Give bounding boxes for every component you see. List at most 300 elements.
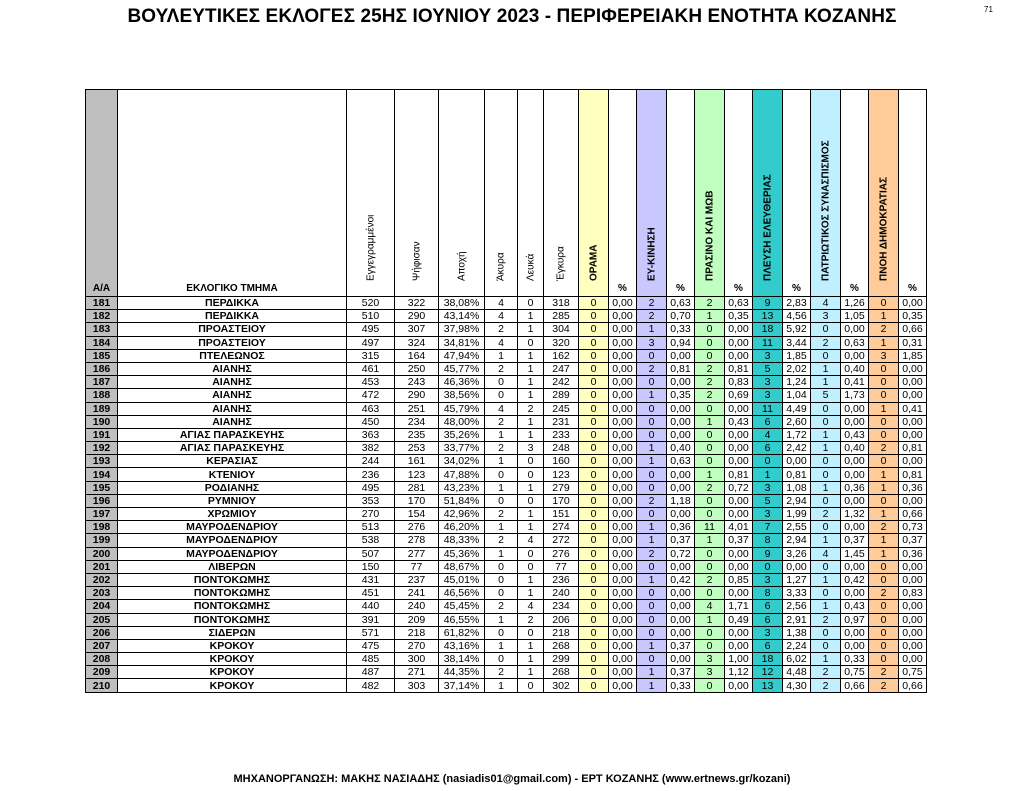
cell-orama-votes: 0 (579, 310, 609, 323)
cell-plefsi-votes: 6 (753, 600, 783, 613)
cell-orama-pct: 0,00 (609, 613, 637, 626)
cell-pnoi-votes: 3 (869, 349, 899, 362)
cell-prasino-pct: 0,00 (725, 639, 753, 652)
cell-ev-kinisi-votes: 0 (637, 349, 667, 362)
cell-lefka: 0 (518, 455, 544, 468)
cell-ev-kinisi-pct: 0,00 (667, 653, 695, 666)
cell-tmima: ΑΙΑΝΗΣ (118, 376, 347, 389)
header-aa: Α/Α (86, 90, 118, 297)
cell-plefsi-pct: 5,92 (783, 323, 811, 336)
header-apoxi-label: Αποχή (456, 251, 467, 281)
cell-orama-votes: 0 (579, 468, 609, 481)
cell-prasino-pct: 0,00 (725, 323, 753, 336)
cell-orama-pct: 0,00 (609, 508, 637, 521)
cell-prasino-votes: 0 (695, 442, 725, 455)
cell-plefsi-votes: 5 (753, 494, 783, 507)
cell-apoxi: 48,00% (439, 415, 485, 428)
cell-pnoi-pct: 0,81 (899, 468, 927, 481)
cell-tmima: ΚΡΟΚΟΥ (118, 639, 347, 652)
cell-pnoi-pct: 1,85 (899, 349, 927, 362)
header-lefka (518, 90, 544, 297)
table-row (86, 323, 927, 336)
cell-ev-kinisi-votes: 0 (637, 376, 667, 389)
cell-akyra: 4 (485, 297, 518, 310)
cell-aa: 210 (86, 679, 118, 692)
cell-ev-kinisi-votes: 3 (637, 336, 667, 349)
cell-pnoi-pct: 0,41 (899, 402, 927, 415)
header-egkyra (544, 90, 579, 297)
cell-orama-pct: 0,00 (609, 389, 637, 402)
cell-plefsi-votes: 0 (753, 560, 783, 573)
cell-ev-kinisi-votes: 2 (637, 547, 667, 560)
cell-prasino-pct: 0,00 (725, 428, 753, 441)
cell-prasino-pct: 0,00 (725, 679, 753, 692)
cell-plefsi-votes: 13 (753, 679, 783, 692)
cell-eggegrammenoi: 453 (347, 376, 395, 389)
table-row (86, 666, 927, 679)
cell-plefsi-pct: 0,00 (783, 455, 811, 468)
cell-ev-kinisi-votes: 1 (637, 679, 667, 692)
cell-patriotikos-votes: 0 (811, 455, 841, 468)
cell-ev-kinisi-pct: 0,00 (667, 600, 695, 613)
cell-prasino-votes: 0 (695, 494, 725, 507)
cell-prasino-pct: 0,00 (725, 336, 753, 349)
cell-akyra: 1 (485, 679, 518, 692)
cell-aa: 197 (86, 508, 118, 521)
cell-ev-kinisi-pct: 0,00 (667, 349, 695, 362)
cell-plefsi-votes: 3 (753, 389, 783, 402)
table-row (86, 626, 927, 639)
cell-apoxi: 43,16% (439, 639, 485, 652)
cell-eggegrammenoi: 510 (347, 310, 395, 323)
cell-pnoi-pct: 0,36 (899, 547, 927, 560)
cell-akyra: 4 (485, 402, 518, 415)
cell-tmima: ΠΟΝΤΟΚΩΜΗΣ (118, 600, 347, 613)
cell-patriotikos-votes: 2 (811, 508, 841, 521)
cell-egkyra: 302 (544, 679, 579, 692)
cell-plefsi-pct: 1,99 (783, 508, 811, 521)
cell-psifisan: 278 (395, 534, 439, 547)
cell-pnoi-pct: 0,00 (899, 389, 927, 402)
cell-plefsi-votes: 3 (753, 573, 783, 586)
cell-pnoi-votes: 0 (869, 415, 899, 428)
cell-aa: 204 (86, 600, 118, 613)
cell-psifisan: 277 (395, 547, 439, 560)
cell-plefsi-pct: 2,94 (783, 534, 811, 547)
table-row (86, 349, 927, 362)
cell-aa: 200 (86, 547, 118, 560)
cell-prasino-votes: 0 (695, 428, 725, 441)
cell-ev-kinisi-votes: 1 (637, 442, 667, 455)
table-row (86, 508, 927, 521)
cell-patriotikos-votes: 1 (811, 653, 841, 666)
cell-aa: 193 (86, 455, 118, 468)
cell-pnoi-votes: 1 (869, 534, 899, 547)
header-egkyra-label: Έγκυρα (555, 246, 567, 281)
cell-ev-kinisi-votes: 1 (637, 455, 667, 468)
cell-ev-kinisi-pct: 0,00 (667, 415, 695, 428)
header-party-orama (579, 90, 609, 297)
cell-orama-votes: 0 (579, 455, 609, 468)
cell-plefsi-pct: 1,24 (783, 376, 811, 389)
cell-patriotikos-votes: 1 (811, 573, 841, 586)
footer-credits: ΜΗΧΑΝΟΡΓΑΝΩΣΗ: ΜΑΚΗΣ ΝΑΣΙΑΔΗΣ (nasiadis01@gmail.com) - ΕΡΤ ΚΟΖΑΝΗΣ (www.ertnews.gr/kozani) (233, 773, 791, 785)
cell-patriotikos-votes: 4 (811, 297, 841, 310)
cell-lefka: 1 (518, 653, 544, 666)
cell-egkyra: 274 (544, 521, 579, 534)
cell-plefsi-votes: 9 (753, 547, 783, 560)
cell-ev-kinisi-pct: 0,63 (667, 297, 695, 310)
cell-prasino-pct: 0,49 (725, 613, 753, 626)
cell-pnoi-pct: 0,66 (899, 323, 927, 336)
cell-akyra: 2 (485, 323, 518, 336)
header-party-pnoi (869, 90, 899, 297)
cell-psifisan: 237 (395, 573, 439, 586)
header-party-prasino (695, 90, 725, 297)
cell-plefsi-pct: 0,00 (783, 560, 811, 573)
cell-tmima: ΑΙΑΝΗΣ (118, 402, 347, 415)
cell-pnoi-votes: 0 (869, 362, 899, 375)
cell-orama-votes: 0 (579, 323, 609, 336)
cell-psifisan: 290 (395, 389, 439, 402)
cell-pnoi-votes: 0 (869, 428, 899, 441)
cell-prasino-pct: 0,00 (725, 547, 753, 560)
cell-eggegrammenoi: 353 (347, 494, 395, 507)
cell-orama-votes: 0 (579, 494, 609, 507)
cell-egkyra: 236 (544, 573, 579, 586)
cell-ev-kinisi-pct: 0,94 (667, 336, 695, 349)
cell-tmima: ΠΟΝΤΟΚΩΜΗΣ (118, 573, 347, 586)
cell-prasino-votes: 1 (695, 468, 725, 481)
cell-orama-votes: 0 (579, 428, 609, 441)
cell-aa: 209 (86, 666, 118, 679)
cell-patriotikos-votes: 0 (811, 323, 841, 336)
cell-eggegrammenoi: 485 (347, 653, 395, 666)
cell-ev-kinisi-votes: 1 (637, 323, 667, 336)
cell-prasino-votes: 0 (695, 349, 725, 362)
cell-plefsi-pct: 2,02 (783, 362, 811, 375)
cell-plefsi-votes: 8 (753, 587, 783, 600)
cell-pnoi-votes: 2 (869, 666, 899, 679)
cell-tmima: ΠΟΝΤΟΚΩΜΗΣ (118, 613, 347, 626)
cell-ev-kinisi-votes: 0 (637, 468, 667, 481)
cell-prasino-votes: 11 (695, 521, 725, 534)
cell-orama-votes: 0 (579, 389, 609, 402)
cell-apoxi: 45,01% (439, 573, 485, 586)
cell-eggegrammenoi: 382 (347, 442, 395, 455)
cell-egkyra: 247 (544, 362, 579, 375)
cell-ev-kinisi-votes: 2 (637, 310, 667, 323)
cell-orama-votes: 0 (579, 521, 609, 534)
cell-plefsi-pct: 3,33 (783, 587, 811, 600)
cell-orama-votes: 0 (579, 639, 609, 652)
cell-lefka: 1 (518, 573, 544, 586)
cell-lefka: 1 (518, 639, 544, 652)
cell-akyra: 0 (485, 587, 518, 600)
cell-psifisan: 324 (395, 336, 439, 349)
cell-apoxi: 43,14% (439, 310, 485, 323)
cell-patriotikos-votes: 1 (811, 442, 841, 455)
cell-patriotikos-votes: 4 (811, 547, 841, 560)
header-pct-plefsi: % (783, 90, 811, 297)
table-row (86, 310, 927, 323)
cell-orama-pct: 0,00 (609, 573, 637, 586)
cell-pnoi-votes: 0 (869, 626, 899, 639)
cell-ev-kinisi-votes: 0 (637, 600, 667, 613)
cell-orama-votes: 0 (579, 547, 609, 560)
table-row (86, 679, 927, 692)
cell-lefka: 2 (518, 613, 544, 626)
cell-lefka: 1 (518, 415, 544, 428)
cell-prasino-votes: 2 (695, 481, 725, 494)
cell-lefka: 2 (518, 402, 544, 415)
cell-patriotikos-pct: 0,00 (841, 626, 869, 639)
cell-orama-pct: 0,00 (609, 310, 637, 323)
cell-psifisan: 77 (395, 560, 439, 573)
cell-pnoi-pct: 0,00 (899, 639, 927, 652)
cell-psifisan: 234 (395, 415, 439, 428)
cell-plefsi-votes: 6 (753, 613, 783, 626)
cell-akyra: 1 (485, 428, 518, 441)
cell-patriotikos-votes: 2 (811, 336, 841, 349)
cell-plefsi-pct: 4,56 (783, 310, 811, 323)
cell-plefsi-votes: 6 (753, 442, 783, 455)
cell-pnoi-pct: 0,00 (899, 573, 927, 586)
cell-akyra: 1 (485, 455, 518, 468)
cell-plefsi-pct: 4,48 (783, 666, 811, 679)
cell-patriotikos-pct: 0,00 (841, 415, 869, 428)
table-row (86, 534, 927, 547)
cell-pnoi-votes: 2 (869, 521, 899, 534)
cell-ev-kinisi-votes: 0 (637, 587, 667, 600)
cell-tmima: ΧΡΩΜΙΟΥ (118, 508, 347, 521)
cell-tmima: ΚΡΟΚΟΥ (118, 653, 347, 666)
cell-tmima: ΜΑΥΡΟΔΕΝΔΡΙΟΥ (118, 534, 347, 547)
cell-plefsi-votes: 7 (753, 521, 783, 534)
cell-plefsi-votes: 11 (753, 402, 783, 415)
cell-egkyra: 318 (544, 297, 579, 310)
table-row (86, 442, 927, 455)
cell-eggegrammenoi: 450 (347, 415, 395, 428)
cell-lefka: 0 (518, 626, 544, 639)
cell-patriotikos-pct: 0,40 (841, 442, 869, 455)
cell-aa: 185 (86, 349, 118, 362)
cell-pnoi-pct: 0,66 (899, 508, 927, 521)
cell-plefsi-pct: 4,30 (783, 679, 811, 692)
cell-lefka: 0 (518, 494, 544, 507)
table-row (86, 481, 927, 494)
cell-aa: 207 (86, 639, 118, 652)
cell-ev-kinisi-pct: 0,70 (667, 310, 695, 323)
cell-psifisan: 170 (395, 494, 439, 507)
cell-pnoi-votes: 2 (869, 587, 899, 600)
cell-psifisan: 307 (395, 323, 439, 336)
cell-patriotikos-pct: 0,40 (841, 362, 869, 375)
cell-ev-kinisi-votes: 1 (637, 534, 667, 547)
cell-ev-kinisi-pct: 0,00 (667, 481, 695, 494)
cell-pnoi-votes: 2 (869, 323, 899, 336)
cell-psifisan: 271 (395, 666, 439, 679)
cell-egkyra: 285 (544, 310, 579, 323)
cell-orama-pct: 0,00 (609, 679, 637, 692)
cell-akyra: 2 (485, 534, 518, 547)
cell-prasino-pct: 0,00 (725, 508, 753, 521)
cell-orama-pct: 0,00 (609, 547, 637, 560)
cell-ev-kinisi-votes: 1 (637, 639, 667, 652)
cell-lefka: 0 (518, 468, 544, 481)
cell-orama-votes: 0 (579, 376, 609, 389)
table-row (86, 639, 927, 652)
cell-egkyra: 151 (544, 508, 579, 521)
table-row (86, 362, 927, 375)
table-row (86, 402, 927, 415)
header-lefka-label: Λευκά (525, 253, 536, 281)
cell-plefsi-votes: 6 (753, 415, 783, 428)
cell-prasino-pct: 1,00 (725, 653, 753, 666)
cell-lefka: 1 (518, 666, 544, 679)
cell-akyra: 1 (485, 613, 518, 626)
cell-egkyra: 123 (544, 468, 579, 481)
cell-akyra: 2 (485, 362, 518, 375)
cell-orama-pct: 0,00 (609, 600, 637, 613)
cell-tmima: ΣΙΔΕΡΩΝ (118, 626, 347, 639)
cell-apoxi: 45,36% (439, 547, 485, 560)
table-row (86, 587, 927, 600)
cell-pnoi-pct: 0,37 (899, 534, 927, 547)
cell-prasino-votes: 0 (695, 560, 725, 573)
cell-aa: 188 (86, 389, 118, 402)
cell-ev-kinisi-votes: 1 (637, 666, 667, 679)
cell-prasino-pct: 0,72 (725, 481, 753, 494)
cell-akyra: 1 (485, 639, 518, 652)
table-row (86, 468, 927, 481)
cell-tmima: ΠΤΕΛΕΩΝΟΣ (118, 349, 347, 362)
cell-ev-kinisi-pct: 0,00 (667, 402, 695, 415)
cell-prasino-votes: 1 (695, 534, 725, 547)
cell-patriotikos-pct: 0,00 (841, 349, 869, 362)
cell-orama-pct: 0,00 (609, 481, 637, 494)
cell-lefka: 4 (518, 534, 544, 547)
cell-aa: 186 (86, 362, 118, 375)
cell-lefka: 0 (518, 547, 544, 560)
cell-eggegrammenoi: 497 (347, 336, 395, 349)
header-pct-pnoi: % (899, 90, 927, 297)
cell-eggegrammenoi: 461 (347, 362, 395, 375)
cell-orama-pct: 0,00 (609, 494, 637, 507)
cell-prasino-pct: 0,00 (725, 455, 753, 468)
cell-egkyra: 289 (544, 389, 579, 402)
cell-pnoi-pct: 0,00 (899, 376, 927, 389)
cell-psifisan: 161 (395, 455, 439, 468)
cell-orama-pct: 0,00 (609, 402, 637, 415)
cell-psifisan: 235 (395, 428, 439, 441)
table-row (86, 428, 927, 441)
cell-patriotikos-pct: 0,75 (841, 666, 869, 679)
cell-tmima: ΚΕΡΑΣΙΑΣ (118, 455, 347, 468)
cell-apoxi: 38,56% (439, 389, 485, 402)
cell-patriotikos-votes: 2 (811, 666, 841, 679)
cell-orama-pct: 0,00 (609, 376, 637, 389)
cell-prasino-votes: 3 (695, 653, 725, 666)
cell-plefsi-votes: 5 (753, 362, 783, 375)
cell-tmima: ΠΡΟΑΣΤΕΙΟΥ (118, 336, 347, 349)
cell-prasino-votes: 4 (695, 600, 725, 613)
cell-pnoi-votes: 0 (869, 494, 899, 507)
cell-eggegrammenoi: 463 (347, 402, 395, 415)
cell-ev-kinisi-votes: 0 (637, 626, 667, 639)
party-orama-label: ΟΡΑΜΑ (588, 244, 599, 281)
cell-eggegrammenoi: 475 (347, 639, 395, 652)
cell-tmima: ΡΥΜΝΙΟΥ (118, 494, 347, 507)
cell-akyra: 2 (485, 666, 518, 679)
cell-patriotikos-pct: 0,41 (841, 376, 869, 389)
cell-patriotikos-pct: 0,43 (841, 428, 869, 441)
cell-apoxi: 45,77% (439, 362, 485, 375)
cell-aa: 196 (86, 494, 118, 507)
cell-plefsi-votes: 11 (753, 336, 783, 349)
cell-prasino-votes: 3 (695, 666, 725, 679)
cell-lefka: 1 (518, 587, 544, 600)
cell-psifisan: 276 (395, 521, 439, 534)
cell-prasino-votes: 2 (695, 389, 725, 402)
cell-plefsi-votes: 3 (753, 481, 783, 494)
cell-apoxi: 43,23% (439, 481, 485, 494)
cell-apoxi: 47,88% (439, 468, 485, 481)
cell-plefsi-pct: 3,44 (783, 336, 811, 349)
cell-aa: 194 (86, 468, 118, 481)
cell-pnoi-pct: 0,83 (899, 587, 927, 600)
cell-ev-kinisi-pct: 0,00 (667, 560, 695, 573)
cell-orama-pct: 0,00 (609, 455, 637, 468)
cell-pnoi-pct: 0,35 (899, 310, 927, 323)
header-apoxi (439, 90, 485, 297)
cell-aa: 199 (86, 534, 118, 547)
cell-egkyra: 206 (544, 613, 579, 626)
cell-pnoi-votes: 1 (869, 310, 899, 323)
cell-aa: 182 (86, 310, 118, 323)
cell-orama-votes: 0 (579, 508, 609, 521)
cell-patriotikos-pct: 0,42 (841, 573, 869, 586)
header-akyra-label: Άκυρα (495, 252, 507, 281)
cell-akyra: 0 (485, 560, 518, 573)
cell-aa: 183 (86, 323, 118, 336)
cell-plefsi-pct: 1,27 (783, 573, 811, 586)
cell-aa: 192 (86, 442, 118, 455)
cell-tmima: ΑΓΙΑΣ ΠΑΡΑΣΚΕΥΗΣ (118, 442, 347, 455)
cell-psifisan: 164 (395, 349, 439, 362)
cell-pnoi-votes: 1 (869, 481, 899, 494)
cell-lefka: 1 (518, 323, 544, 336)
cell-apoxi: 34,02% (439, 455, 485, 468)
cell-patriotikos-votes: 0 (811, 587, 841, 600)
cell-pnoi-votes: 0 (869, 653, 899, 666)
cell-pnoi-pct: 0,73 (899, 521, 927, 534)
header-party-patriotikos (811, 90, 841, 297)
cell-psifisan: 281 (395, 481, 439, 494)
cell-patriotikos-pct: 0,00 (841, 587, 869, 600)
cell-psifisan: 290 (395, 310, 439, 323)
cell-lefka: 0 (518, 679, 544, 692)
table-row (86, 455, 927, 468)
cell-pnoi-pct: 0,31 (899, 336, 927, 349)
cell-apoxi: 45,45% (439, 600, 485, 613)
cell-egkyra: 320 (544, 336, 579, 349)
cell-ev-kinisi-votes: 0 (637, 560, 667, 573)
cell-aa: 205 (86, 613, 118, 626)
cell-akyra: 4 (485, 310, 518, 323)
cell-psifisan: 241 (395, 587, 439, 600)
cell-aa: 181 (86, 297, 118, 310)
